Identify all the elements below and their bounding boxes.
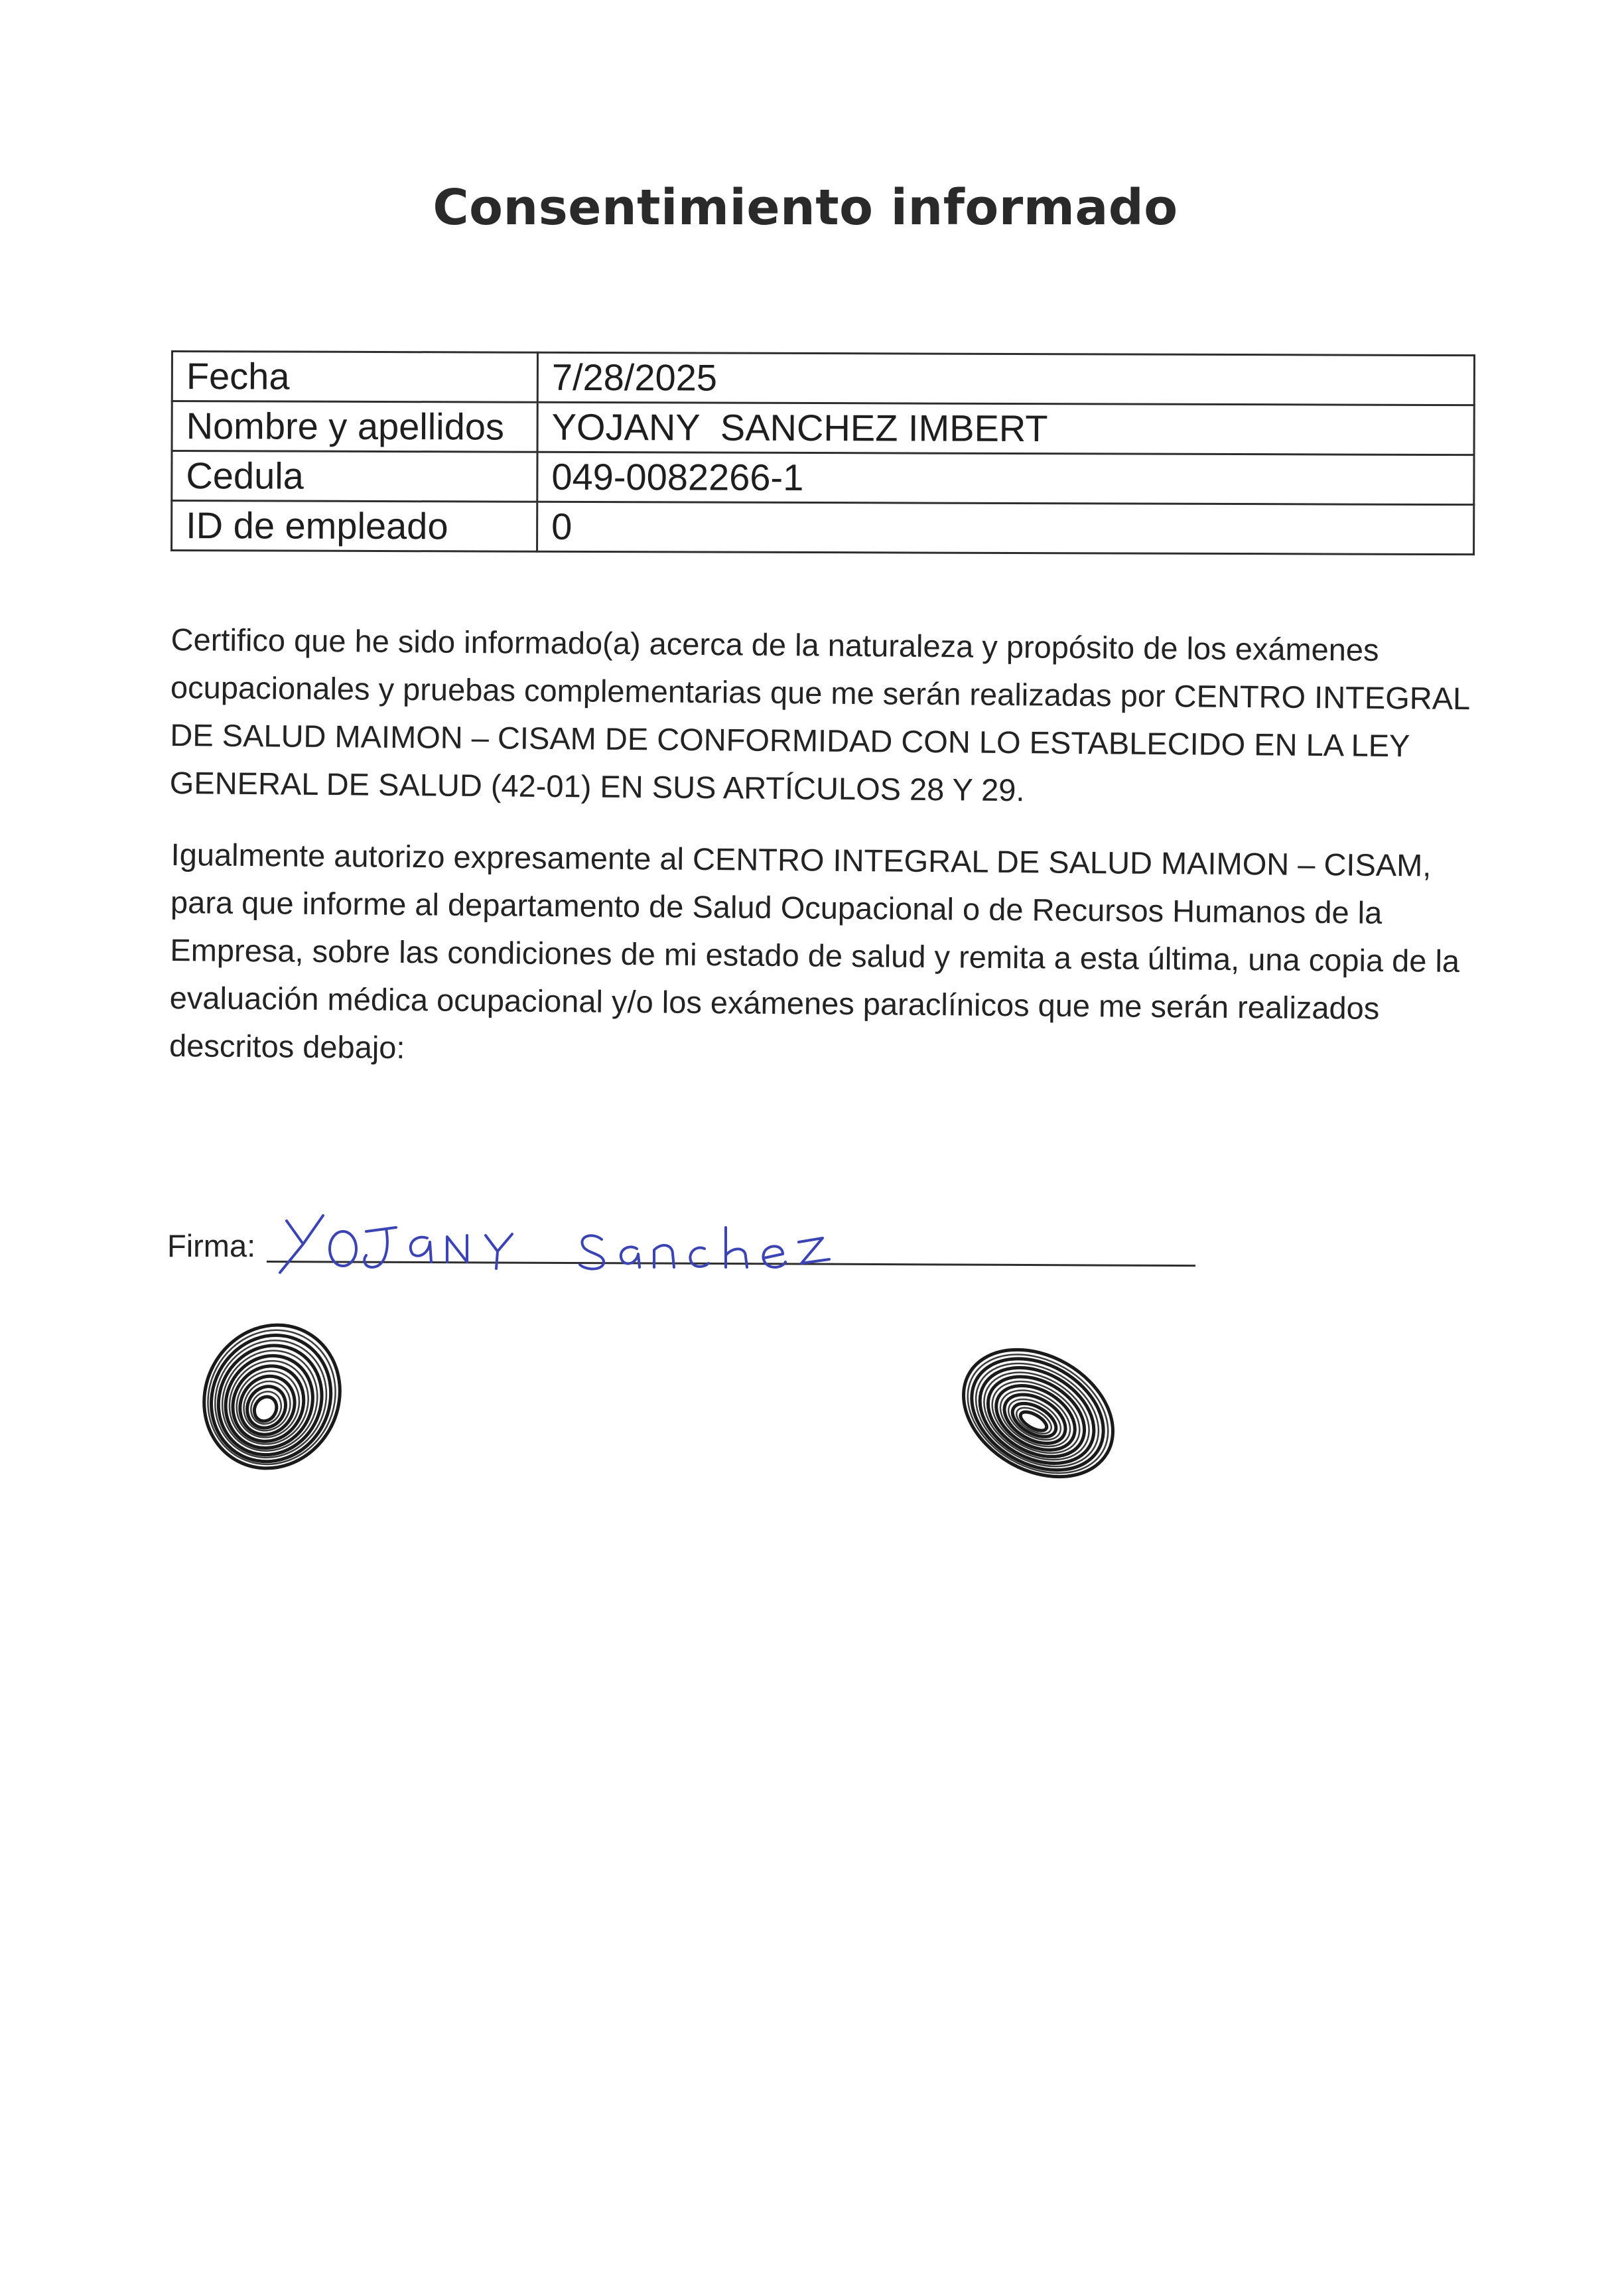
consent-paragraph-2: Igualmente autorizo expresamente al CENTRO INTEGRAL DE SALUD MAIMON – CISAM, para que informe al departamento de Salud Ocupacional o de Recursos Humanos de la Empresa, sobre las condiciones de mi estado de salud y remita a esta última, una copia de la evaluación médica ocupacional y/o los exámenes paraclínicos que me serán realizados descritos debajo: xyxy=(169,836,1460,1066)
label-fecha: Fecha xyxy=(172,352,537,403)
label-cedula: Cedula xyxy=(172,451,537,502)
fingerprint-icon xyxy=(942,1340,1134,1486)
value-fecha: 7/28/2025 xyxy=(537,352,1474,405)
value-id-empleado: 0 xyxy=(537,502,1474,554)
value-nombre: YOJANY SANCHEZ IMBERT xyxy=(537,402,1474,454)
handwritten-signature xyxy=(273,1208,963,1281)
value-cedula: 049-0082266-1 xyxy=(537,452,1474,504)
label-nombre: Nombre y apellidos xyxy=(172,401,537,452)
label-id-empleado: ID de empleado xyxy=(172,501,537,552)
consent-paragraph-1: Certifico que he sido informado(a) acerca de la naturaleza y propósito de los exámenes ocupacionales y pruebas complementarias que me serán realizadas por CENTRO INTEGRAL DE SALUD MAIMON – CISAM DE CONFORMIDAD CON LO ESTABLECIDO EN LA LEY GENERAL DE SALUD (42-01) EN SUS ARTÍCULOS 28 Y 29. xyxy=(169,621,1469,808)
info-table xyxy=(170,350,1475,555)
table-row xyxy=(172,501,1474,555)
table-row xyxy=(172,352,1474,405)
table-row xyxy=(172,451,1474,505)
document-title: Consentimiento informado xyxy=(433,179,1178,236)
signature-block xyxy=(167,1221,1202,1274)
table-row xyxy=(172,401,1474,455)
signature-label: Firma: xyxy=(167,1228,256,1263)
fingerprint-icon xyxy=(192,1314,352,1480)
